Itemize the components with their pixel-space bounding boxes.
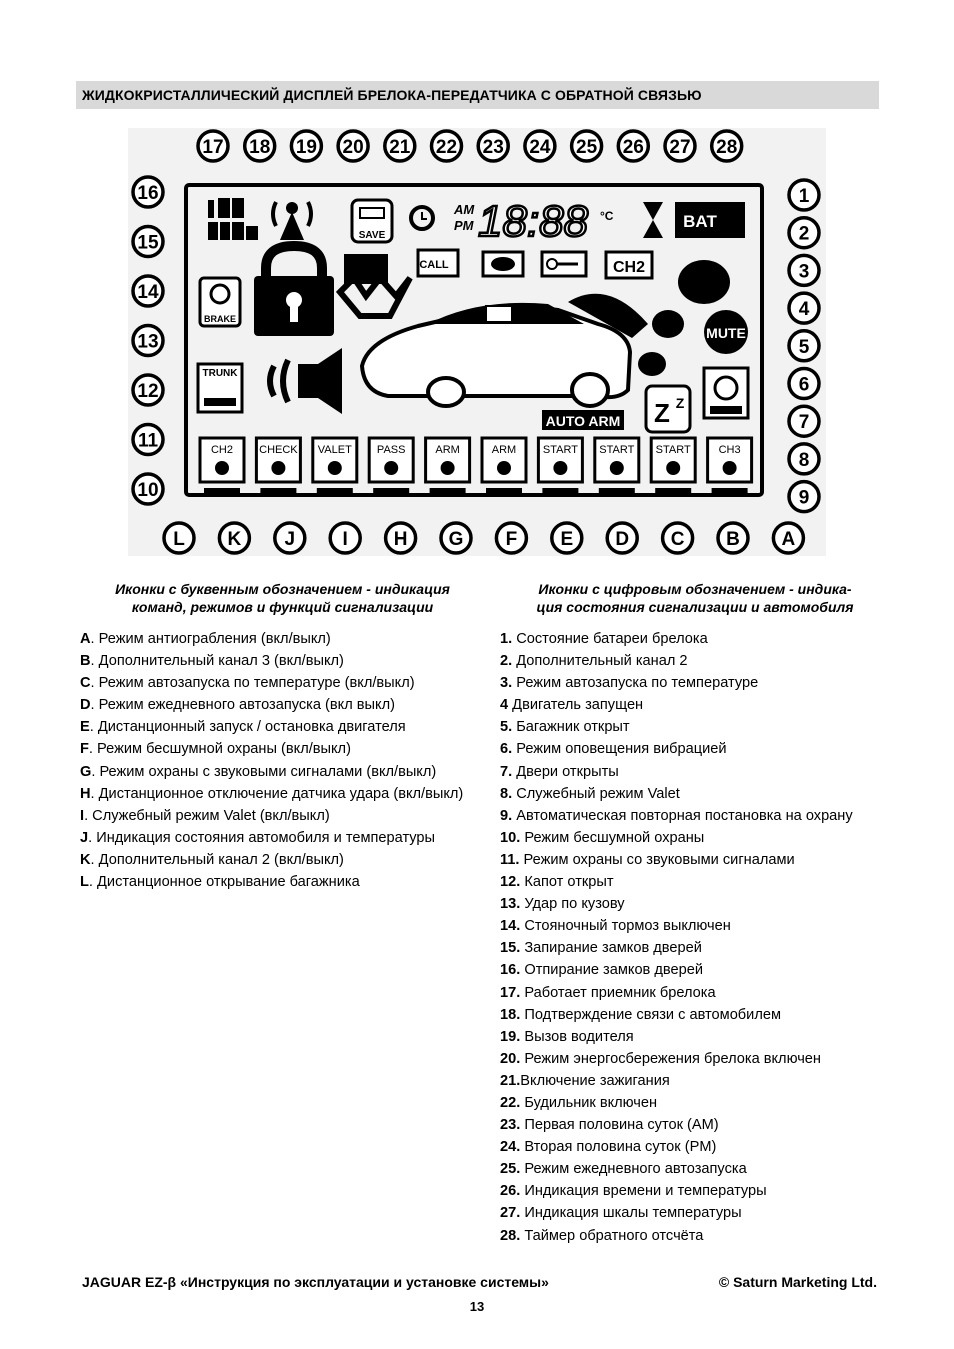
callout-letter-H-label: H bbox=[393, 529, 408, 550]
letter-legend-item-text: . Дополнительный канал 2 (вкл/выкл) bbox=[90, 851, 344, 868]
callout-17 bbox=[198, 131, 228, 161]
hourglass-icon bbox=[643, 202, 663, 238]
number-legend-item-key: 20. bbox=[500, 1050, 521, 1067]
number-legend-item bbox=[500, 628, 890, 650]
letter-legend-item-key: I bbox=[80, 807, 85, 824]
number-legend-item bbox=[500, 937, 890, 959]
callout-letter-E-label: E bbox=[560, 529, 574, 550]
number-legend-item bbox=[500, 1026, 890, 1048]
number-legend-item bbox=[500, 761, 890, 783]
letter-legend-item-text: . Режим охраны с звуковыми сигналами (вкл/выкл) bbox=[91, 763, 437, 780]
am-text: AM bbox=[454, 202, 475, 217]
auto-arm-icon bbox=[542, 410, 624, 430]
callout-16 bbox=[133, 177, 163, 207]
callout-5 bbox=[789, 331, 819, 361]
letter-legend-item-key: H bbox=[80, 785, 91, 802]
bottom-icon-start bbox=[595, 438, 639, 495]
number-legend-item bbox=[500, 1048, 890, 1070]
letter-legend-item-key: E bbox=[80, 719, 90, 736]
number-legend-item-key: 26. bbox=[500, 1183, 521, 1200]
bottom-callouts bbox=[164, 523, 803, 553]
callout-9-label: 9 bbox=[798, 487, 810, 509]
number-legend-item-text: Подтверждение связи с автомобилем bbox=[520, 1006, 781, 1023]
callout-letter-C bbox=[663, 523, 693, 553]
number-legend-item-key: 27. bbox=[500, 1205, 521, 1222]
valet-status-icon bbox=[704, 368, 748, 418]
number-legend-item-key: 4 bbox=[500, 697, 509, 714]
callout-letter-I bbox=[330, 523, 360, 553]
callout-28-label: 28 bbox=[716, 137, 738, 158]
save-icon bbox=[352, 200, 392, 242]
letter-legend-item-key: G bbox=[80, 763, 92, 780]
letter-legend-item bbox=[80, 650, 485, 672]
letter-legend-heading: Иконки с буквенным обозначением - индикация команд, режимов и функций сигнализации bbox=[115, 581, 450, 615]
zz-text: Z bbox=[654, 398, 670, 428]
letter-legend-item-key: C bbox=[80, 675, 91, 692]
number-legend-item-text: Дополнительный канал 2 bbox=[512, 653, 688, 670]
callout-25 bbox=[572, 131, 602, 161]
number-legend-item-key: 16. bbox=[500, 962, 521, 979]
number-legend-item-text: Режим охраны со звуковыми сигналами bbox=[519, 851, 795, 868]
callout-16-label: 16 bbox=[137, 183, 159, 204]
callout-13 bbox=[133, 326, 163, 356]
letter-legend-item-key: L bbox=[80, 874, 89, 891]
bottom-icon-label: CHECK bbox=[259, 444, 298, 456]
number-legend-item bbox=[500, 982, 890, 1004]
number-legend-item bbox=[500, 694, 890, 716]
bottom-icon-arm bbox=[482, 438, 526, 495]
callout-2-label: 2 bbox=[798, 223, 810, 245]
letter-legend-item-text: . Режим бесшумной охраны (вкл/выкл) bbox=[88, 741, 351, 758]
number-legend-item-text: Багажник открыт bbox=[512, 719, 630, 736]
letter-legend-item bbox=[80, 871, 485, 893]
callout-letter-F-label: F bbox=[505, 529, 518, 550]
engine-running-icon bbox=[483, 252, 523, 276]
bottom-icon-arm bbox=[426, 438, 470, 495]
callout-12-label: 12 bbox=[137, 381, 159, 402]
number-legend-item bbox=[500, 783, 890, 805]
letter-legend-item-text: . Режим ежедневного автозапуска (вкл выкл) bbox=[90, 697, 395, 714]
number-legend-item bbox=[500, 1225, 890, 1247]
bottom-icon-ch3 bbox=[708, 438, 752, 495]
callout-8 bbox=[789, 444, 819, 474]
footer-document-title: JAGUAR EZ-β «Инструкция по эксплуатации и установке системы» bbox=[82, 1274, 549, 1290]
bottom-icon-start bbox=[538, 438, 582, 495]
callout-20-label: 20 bbox=[342, 137, 364, 158]
callout-11-label: 11 bbox=[137, 430, 159, 452]
number-legend-item-text: Режим энергосбережения брелока включен bbox=[520, 1050, 821, 1067]
callout-letter-C-label: C bbox=[670, 529, 685, 550]
number-legend-item bbox=[500, 959, 890, 981]
number-legend-item bbox=[500, 1136, 890, 1158]
callout-27-label: 27 bbox=[669, 137, 691, 158]
callout-10-label: 10 bbox=[137, 480, 159, 501]
callout-letter-J bbox=[275, 523, 305, 553]
number-legend-item bbox=[500, 915, 890, 937]
bottom-icon-ch2 bbox=[200, 438, 244, 495]
callout-13-label: 13 bbox=[137, 331, 159, 353]
callout-letter-I-label: I bbox=[342, 529, 348, 550]
letter-legend-item bbox=[80, 761, 485, 783]
ch2-text: CH2 bbox=[612, 259, 646, 276]
letter-legend-item-key: K bbox=[80, 851, 91, 868]
callout-20 bbox=[338, 131, 368, 161]
callout-19 bbox=[291, 131, 321, 161]
number-legend-item-key: 2. bbox=[500, 653, 513, 670]
callout-12 bbox=[133, 375, 163, 405]
callout-letter-D bbox=[607, 523, 637, 553]
bottom-icon-check bbox=[256, 438, 300, 495]
callout-letter-B bbox=[718, 523, 748, 553]
letter-legend-item-text: . Индикация состояния автомобиля и температуры bbox=[88, 829, 436, 846]
page-number: 13 bbox=[469, 1299, 485, 1314]
number-legend-item-key: 22. bbox=[500, 1094, 521, 1111]
number-legend-item bbox=[500, 716, 890, 738]
number-legend-item-text: Вызов водителя bbox=[520, 1028, 634, 1045]
bottom-icon-valet bbox=[313, 438, 357, 495]
number-legend-item-key: 17. bbox=[500, 984, 521, 1001]
callout-24 bbox=[525, 131, 555, 161]
callout-18-label: 18 bbox=[249, 137, 271, 158]
callout-4-label: 4 bbox=[798, 299, 810, 321]
letter-legend-item bbox=[80, 783, 485, 805]
number-legend-item-key: 12. bbox=[500, 874, 521, 891]
callout-27 bbox=[665, 131, 695, 161]
number-legend-item bbox=[500, 827, 890, 849]
number-legend-item-text: Капот открыт bbox=[520, 874, 614, 891]
number-legend-item-key: 7. bbox=[500, 763, 513, 780]
number-legend-item-text: Автоматическая повторная постановка на охрану bbox=[512, 807, 853, 824]
number-legend-item bbox=[500, 738, 890, 760]
callout-6-label: 6 bbox=[798, 374, 810, 396]
number-legend-item-text: Работает приемник брелока bbox=[520, 984, 716, 1001]
callout-letter-G bbox=[441, 523, 471, 553]
callout-letter-L bbox=[164, 523, 194, 553]
callout-3 bbox=[789, 255, 819, 285]
siren-speaker-icon bbox=[270, 348, 342, 414]
number-legend-item-key: 8. bbox=[500, 785, 513, 802]
vibration-blob-icon bbox=[678, 260, 730, 304]
callout-22-label: 22 bbox=[435, 137, 458, 158]
letter-legend-item-key: F bbox=[80, 741, 89, 758]
callout-1 bbox=[789, 180, 819, 210]
car-icon bbox=[362, 294, 684, 406]
number-legend-item-key: 24. bbox=[500, 1139, 521, 1156]
letter-legend-item bbox=[80, 716, 485, 738]
bottom-icon-label: START bbox=[542, 444, 578, 456]
callout-25-label: 25 bbox=[576, 137, 598, 158]
number-legend-item-text: Удар по кузову bbox=[520, 896, 625, 913]
callout-23 bbox=[478, 131, 508, 161]
number-legend-item-text: Запирание замков дверей bbox=[520, 940, 702, 957]
number-legend-item-key: 13. bbox=[500, 896, 521, 913]
save-text: SAVE bbox=[358, 230, 386, 241]
svg-text:Z: Z bbox=[675, 395, 685, 411]
number-legend-item-key: 25. bbox=[500, 1161, 521, 1178]
number-legend-item-key: 14. bbox=[500, 918, 521, 935]
callout-5-label: 5 bbox=[798, 336, 810, 358]
letter-legend-item-text: . Режим антиограбления (вкл/выкл) bbox=[90, 631, 331, 647]
callout-letter-K bbox=[219, 523, 249, 553]
number-legend-item-text: Режим бесшумной охраны bbox=[520, 829, 705, 846]
bat-text: BAT bbox=[683, 212, 717, 231]
bottom-icon-label: START bbox=[599, 444, 635, 456]
callout-letter-A-label: A bbox=[781, 529, 796, 550]
number-legend-item-text: Таймер обратного отсчёта bbox=[520, 1227, 704, 1244]
callout-14-label: 14 bbox=[137, 282, 159, 303]
letter-legend-item-key: J bbox=[80, 829, 89, 846]
number-legend-item-key: 1. bbox=[500, 631, 513, 647]
number-legend-item bbox=[500, 871, 890, 893]
bottom-icon-row bbox=[200, 438, 752, 495]
number-legend-item bbox=[500, 1070, 890, 1092]
number-legend-item-key: 11. bbox=[500, 851, 520, 868]
callout-letter-H bbox=[386, 523, 416, 553]
number-legend-item bbox=[500, 1180, 890, 1202]
callout-19-label: 19 bbox=[295, 137, 317, 158]
number-legend-item-key: 9. bbox=[500, 807, 513, 824]
letter-legend-item bbox=[80, 738, 485, 760]
bottom-icon-label: ARM bbox=[435, 444, 460, 456]
callout-21 bbox=[385, 131, 415, 161]
callout-letter-A bbox=[773, 523, 803, 553]
number-legend-item bbox=[500, 893, 890, 915]
letter-legend-item-text: . Дистанционный запуск / остановка двигателя bbox=[89, 719, 406, 736]
ch2-status-icon bbox=[606, 252, 652, 278]
callout-7-label: 7 bbox=[798, 412, 810, 434]
callout-10 bbox=[133, 474, 163, 504]
number-legend-item bbox=[500, 805, 890, 827]
number-legend-item bbox=[500, 1004, 890, 1026]
callout-2 bbox=[789, 218, 819, 248]
callout-14 bbox=[133, 276, 163, 306]
number-legend-item-text: Режим автозапуска по температуре bbox=[512, 675, 759, 692]
alarm-clock-icon bbox=[411, 207, 433, 229]
number-legend-item-text: Стояночный тормоз выключен bbox=[520, 918, 731, 935]
number-legend-item bbox=[500, 1202, 890, 1224]
callout-3-label: 3 bbox=[798, 261, 810, 283]
mute-icon bbox=[704, 310, 748, 354]
call-text: CALL bbox=[419, 259, 449, 271]
brake-text: BRAKE bbox=[203, 314, 237, 324]
number-legend-item-text: Отпирание замков дверей bbox=[520, 962, 703, 979]
bottom-icon-start bbox=[651, 438, 695, 495]
section-header bbox=[76, 81, 879, 109]
letter-legend-item-key: A bbox=[80, 631, 91, 647]
callout-8-label: 8 bbox=[798, 449, 810, 471]
callout-6 bbox=[789, 369, 819, 399]
battery-icon bbox=[675, 202, 745, 238]
bottom-icon-pass bbox=[369, 438, 413, 495]
trunk-text: TRUNK bbox=[202, 368, 238, 379]
letter-legend-item bbox=[80, 672, 485, 694]
trunk-icon bbox=[198, 364, 242, 412]
letter-legend-item-text: . Служебный режим Valet (вкл/выкл) bbox=[84, 807, 330, 824]
number-legend-item-text: Служебный режим Valet bbox=[512, 785, 680, 802]
callout-letter-L-label: L bbox=[173, 529, 185, 550]
number-legend-item-text: Первая половина суток (AM) bbox=[520, 1117, 719, 1134]
number-legend-item-text: Режим оповещения вибрацией bbox=[512, 741, 727, 758]
call-icon bbox=[418, 250, 458, 276]
number-legend-item bbox=[500, 1158, 890, 1180]
temp-unit-text: °C bbox=[600, 209, 614, 223]
callout-letter-K-label: K bbox=[227, 529, 242, 550]
callout-4 bbox=[789, 293, 819, 323]
number-legend-item-text: Двери открыты bbox=[512, 763, 619, 780]
callout-letter-F bbox=[496, 523, 526, 553]
callout-letter-B-label: B bbox=[726, 529, 740, 550]
callout-23-label: 23 bbox=[482, 137, 504, 158]
callout-22 bbox=[432, 131, 462, 161]
pm-text: PM bbox=[454, 218, 474, 233]
signal-bars-icon bbox=[208, 198, 258, 240]
callout-letter-J-label: J bbox=[284, 529, 296, 550]
letter-legend-item bbox=[80, 849, 485, 871]
number-legend-item-text: Состояние батареи брелока bbox=[512, 631, 708, 647]
callout-7 bbox=[789, 406, 819, 436]
callout-1-label: 1 bbox=[798, 186, 810, 207]
letter-legend-item bbox=[80, 694, 485, 716]
letter-legend-item-text: . Режим автозапуска по температуре (вкл/выкл) bbox=[90, 675, 415, 692]
bottom-icon-label: ARM bbox=[491, 444, 517, 456]
number-legend-item bbox=[500, 849, 890, 871]
callout-letter-E bbox=[552, 523, 582, 553]
section-title: ЖИДКОКРИСТАЛЛИЧЕСКИЙ ДИСПЛЕЙ БРЕЛОКА-ПЕРЕДАТЧИКА С ОБРАТНОЙ СВЯЗЬЮ bbox=[82, 87, 702, 103]
callout-28 bbox=[712, 131, 742, 161]
clock-digits: 18:88 bbox=[478, 197, 589, 246]
letter-legend-item bbox=[80, 628, 485, 650]
number-legend-item bbox=[500, 1092, 890, 1114]
callout-9 bbox=[789, 482, 819, 512]
callout-17-label: 17 bbox=[202, 137, 224, 158]
number-legend-item-key: 15. bbox=[500, 940, 521, 957]
number-legend-item-text: Двигатель запущен bbox=[508, 697, 644, 714]
letter-legend-item-text: . Дистанционное открывание багажника bbox=[88, 874, 360, 891]
brake-icon bbox=[200, 278, 240, 326]
number-legend bbox=[500, 580, 890, 1247]
letter-legend-item bbox=[80, 827, 485, 849]
number-legend-item-key: 23. bbox=[500, 1117, 521, 1134]
number-legend-item-key: 28. bbox=[500, 1227, 521, 1244]
bottom-icon-label: START bbox=[655, 444, 691, 456]
number-legend-heading: Иконки с цифровым обозначением - индика- ция состояния сигнализации и автомобиля bbox=[536, 581, 854, 615]
number-legend-item bbox=[500, 672, 890, 694]
callout-26-label: 26 bbox=[622, 137, 644, 158]
letter-legend bbox=[80, 580, 485, 893]
callout-15 bbox=[133, 227, 163, 257]
top-callouts bbox=[198, 131, 742, 161]
callout-26 bbox=[618, 131, 648, 161]
bottom-icon-label: PASS bbox=[376, 444, 406, 456]
number-legend-item bbox=[500, 1114, 890, 1136]
letter-legend-item-key: B bbox=[80, 653, 91, 670]
number-legend-item-text: Режим ежедневного автозапуска bbox=[520, 1161, 747, 1178]
lcd-display-diagram bbox=[128, 128, 826, 556]
number-legend-item-key: 21. bbox=[500, 1072, 521, 1089]
mute-text: MUTE bbox=[706, 325, 746, 341]
number-legend-item-text: Индикация времени и температуры bbox=[520, 1183, 767, 1200]
callout-letter-G-label: G bbox=[448, 529, 464, 550]
key-icon bbox=[542, 252, 586, 276]
bottom-icon-label: CH3 bbox=[718, 444, 741, 456]
number-legend-item-key: 18. bbox=[500, 1006, 521, 1023]
number-legend-item-text: Включение зажигания bbox=[520, 1072, 670, 1089]
number-legend-item-key: 3. bbox=[500, 675, 513, 692]
right-callouts bbox=[789, 180, 819, 512]
left-callouts bbox=[133, 177, 163, 504]
letter-legend-item-key: D bbox=[80, 697, 91, 714]
callout-11 bbox=[133, 425, 163, 455]
letter-legend-item-text: . Дополнительный канал 3 (вкл/выкл) bbox=[90, 653, 344, 670]
number-legend-item-text: Будильник включен bbox=[520, 1094, 658, 1111]
callout-letter-D-label: D bbox=[615, 529, 630, 550]
number-legend-item-key: 6. bbox=[500, 741, 513, 758]
shock-icon bbox=[340, 254, 410, 316]
callout-21-label: 21 bbox=[389, 137, 411, 158]
auto-arm-text: AUTO ARM bbox=[545, 413, 621, 429]
letter-legend-item-text: . Дистанционное отключение датчика удара (вкл/выкл) bbox=[90, 785, 464, 802]
antenna-icon bbox=[273, 202, 311, 240]
number-legend-item-key: 5. bbox=[500, 719, 513, 736]
letter-legend-item bbox=[80, 805, 485, 827]
number-legend-item bbox=[500, 650, 890, 672]
number-legend-item-key: 10. bbox=[500, 829, 521, 846]
padlock-icon bbox=[254, 246, 334, 336]
bottom-icon-label: VALET bbox=[317, 444, 352, 456]
number-legend-item-text: Вторая половина суток (PM) bbox=[520, 1139, 717, 1156]
number-legend-item-text: Индикация шкалы температуры bbox=[520, 1205, 742, 1222]
callout-18 bbox=[245, 131, 275, 161]
bottom-icon-label: CH2 bbox=[210, 444, 234, 456]
zz-icon bbox=[646, 386, 690, 432]
footer-copyright: © Saturn Marketing Ltd. bbox=[718, 1274, 877, 1290]
number-legend-item-key: 19. bbox=[500, 1028, 521, 1045]
callout-24-label: 24 bbox=[529, 137, 551, 158]
callout-15-label: 15 bbox=[137, 232, 159, 254]
